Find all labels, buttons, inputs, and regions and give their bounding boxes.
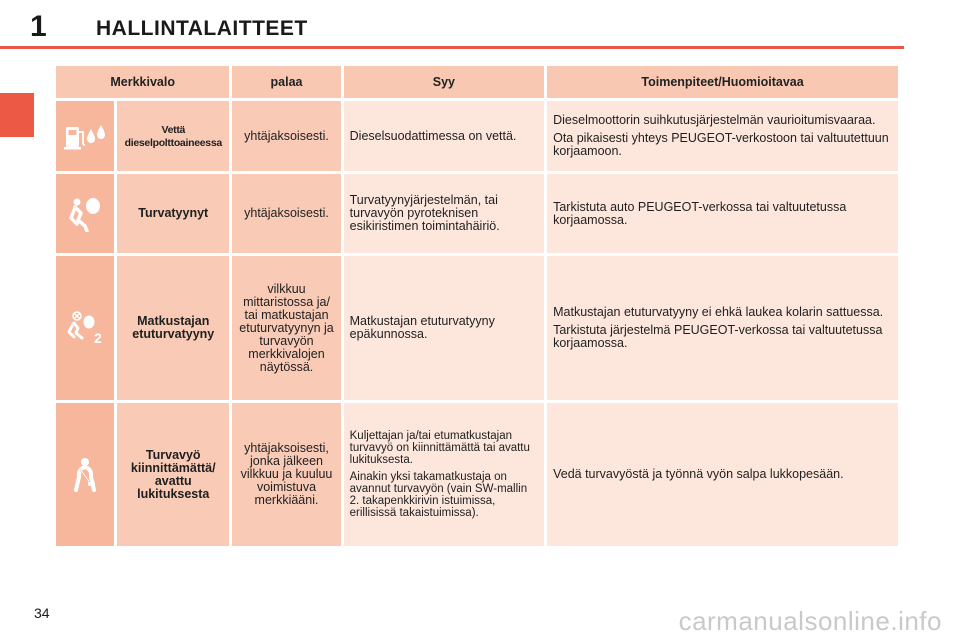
icon-cell [56,403,114,546]
column-header-state: palaa [232,66,340,98]
passenger-airbag-off-icon [64,311,106,345]
icon-cell [56,256,114,400]
icon-cell [56,174,114,253]
warning-state: yhtäjaksoisesti. [232,101,340,171]
chapter-tab [0,93,34,137]
column-header-warning-light: Merkkivalo [56,66,229,98]
column-header-cause: Syy [344,66,544,98]
title-rule [0,46,904,49]
column-header-action: Toimenpiteet/Huomioitavaa [547,66,898,98]
action-text: Vedä turvavyöstä ja työnnä vyön salpa lukkopesään. [553,467,844,481]
warning-action [547,101,898,171]
fuel-water-icon [63,121,107,151]
warning-name: Turvavyö kiinnittämättä/ avattu lukituksesta [117,403,229,546]
warning-cause [344,403,544,546]
warning-lights-table [53,63,901,549]
cause-text: Ainakin yksi takamatkustaja on avannut turvavyön (vain SW-mallin 2. takapenkkirivin istuimissa, erillisissä takaistuimissa). [349,471,528,519]
seatbelt-icon [70,457,100,493]
airbag-icon [65,196,105,232]
page-title: HALLINTALAITTEET [96,17,308,40]
table-header-row [56,66,898,98]
cause-text: Matkustajan etuturvatyyny epäkunnossa. [349,314,495,341]
action-text: Matkustajan etuturvatyyny ei ehkä laukea kolarin sattuessa. [553,305,884,319]
action-text: Tarkistuta järjestelmä PEUGEOT-verkossa tai valtuutetussa korjaamossa. [553,323,883,350]
cause-text: Dieselsuodattimessa on vettä. [349,128,517,143]
warning-state: yhtäjaksoisesti. [232,174,340,253]
warning-name: Matkustajan etuturvatyyny [117,256,229,400]
warning-state: vilkkuu mittaristossa ja/ tai matkustajan etuturvatyynyn ja turvavyön merkkivalojen näytössä. [232,256,340,400]
warning-state: yhtäjaksoisesti, jonka jälkeen vilkkuu ja kuuluu voimistuva merkkiääni. [232,403,340,546]
warning-name: Vettä dieselpolttoaineessa [117,101,229,171]
page-number: 34 [34,605,50,621]
warning-action [547,174,898,253]
cause-text: Kuljettajan ja/tai etumatkustajan turvavyö on kiinnittämättä tai avattu lukituksesta. [349,430,530,466]
watermark: carmanualsonline.info [678,606,942,636]
warning-cause [344,101,544,171]
table-row [56,256,898,400]
action-text: Dieselmoottorin suihkutusjärjestelmän vaurioitumisvaaraa. [553,113,876,127]
table-row [56,403,898,546]
table-row [56,174,898,253]
warning-cause [344,174,544,253]
action-text: Tarkistuta auto PEUGEOT-verkossa tai valtuutetussa korjaamossa. [553,199,847,227]
chapter-number: 1 [30,10,47,43]
svg-text:2: 2 [94,330,102,345]
action-text: Ota pikaisesti yhteys PEUGEOT-verkostoon tai valtuutettuun korjaamoon. [553,131,889,158]
icon-cell [56,101,114,171]
warning-cause [344,256,544,400]
cause-text: Turvatyynyjärjestelmän, tai turvavyön pyroteknisen esikiristimen toimintahäiriö. [349,193,500,233]
warning-action [547,256,898,400]
table-row [56,101,898,171]
warning-action [547,403,898,546]
warning-name: Turvatyynyt [117,174,229,253]
